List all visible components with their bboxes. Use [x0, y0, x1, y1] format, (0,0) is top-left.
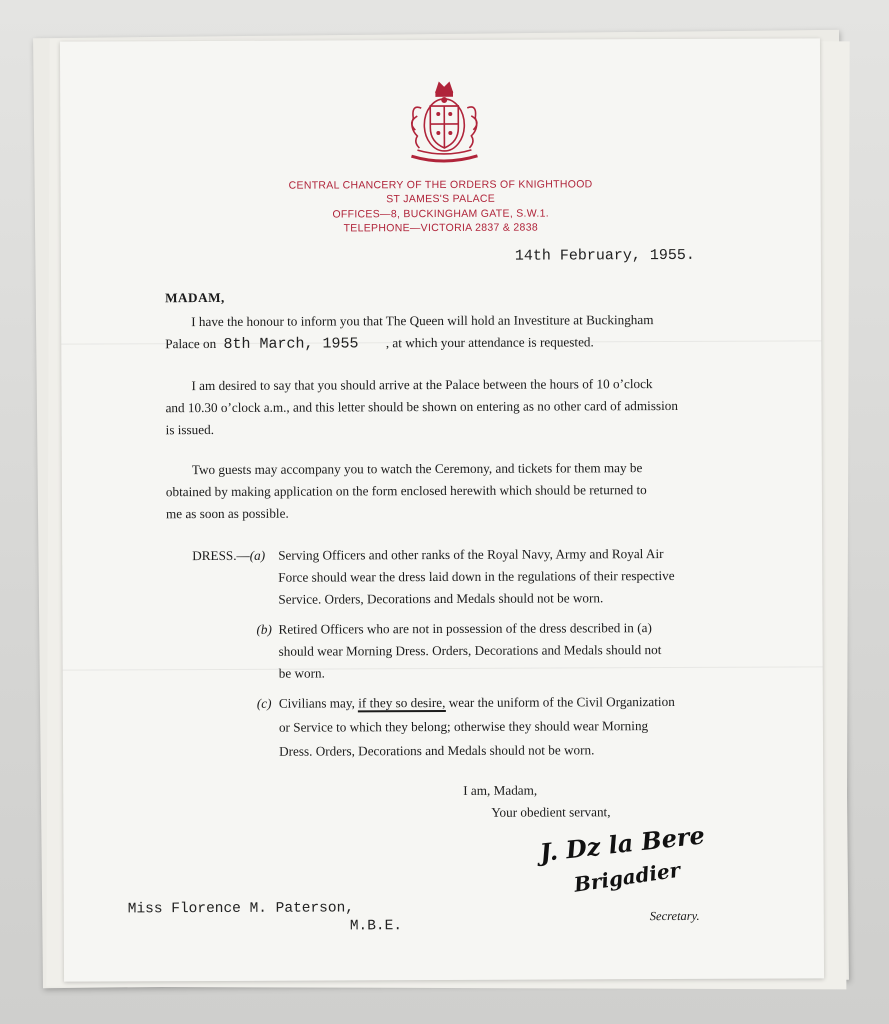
dress-b-label: (b): [256, 621, 272, 637]
dress-c-line2: or Service to which they belong; otherwise they should wear Morning: [278, 718, 649, 735]
dress-c-line3: Dress. Orders, Decorations and Medals should not be worn.: [279, 742, 595, 759]
dress-c-label: (c): [256, 695, 272, 711]
dress-a-label: (a): [249, 547, 266, 563]
para2-line1: I am desired to say that you should arrive at the Palace between the hours of 10 o’clock: [191, 376, 653, 394]
letterhead-telephone: TELEPHONE—VICTORIA 2837 & 2838: [343, 221, 538, 235]
dress-b-line2: should wear Morning Dress. Orders, Decorations and Medals should not: [278, 642, 662, 659]
para2-line2: and 10.30 o’clock a.m., and this letter should be shown on entering as no other card of admission: [165, 397, 678, 416]
royal-crest-icon: [403, 78, 485, 168]
signature-rank: Brigadier: [572, 857, 682, 897]
secretary-title: Secretary.: [649, 908, 700, 924]
fold-line: [63, 666, 823, 670]
para3-line3: me as soon as possible.: [165, 505, 289, 522]
para2-line3: is issued.: [165, 421, 215, 438]
dress-heading: [192, 545, 265, 567]
para1-line1: I have the honour to inform you that The Queen will hold an Investiture at Buckingham: [191, 312, 654, 330]
para1-suffix: , at which your attendance is requested.: [385, 334, 594, 351]
dress-b-line3: be worn.: [278, 665, 325, 681]
letterhead-palace: ST JAMES'S PALACE: [386, 192, 496, 206]
dress-c-suffix: wear the uniform of the Civil Organization: [448, 693, 675, 710]
letter-page: [60, 38, 824, 981]
salutation: MADAM,: [165, 289, 225, 306]
para1-line2: [165, 331, 594, 356]
dress-a-line1: Serving Officers and other ranks of the Royal Navy, Army and Royal Air: [278, 546, 664, 563]
dress-a-line2: Force should wear the dress laid down in the regulations of their respective: [278, 567, 675, 585]
dress-c-line1: [279, 691, 675, 715]
para1-prefix: Palace on: [165, 335, 217, 352]
investiture-date: 8th March, 1955: [223, 335, 359, 353]
addressee-honour: M.B.E.: [349, 918, 403, 935]
closing-line2: Your obedient servant,: [491, 804, 611, 820]
dress-label: DRESS.—: [192, 547, 250, 564]
dress-b-line1: Retired Officers who are not in possession of the dress described in (a): [278, 620, 652, 637]
signature-name: J. Dz la Bere: [538, 820, 707, 868]
letterhead-org: CENTRAL CHANCERY OF THE ORDERS OF KNIGHTHOOD: [288, 178, 593, 192]
para3-line1: Two guests may accompany you to watch the Ceremony, and tickets for them may be: [191, 460, 643, 478]
para3-line2: obtained by making application on the form enclosed herewith which should be returned to: [165, 482, 647, 500]
dress-c-prefix: Civilians may,: [278, 695, 355, 711]
closing-line1: I am, Madam,: [463, 782, 538, 798]
letter-date: 14th February, 1955.: [514, 246, 695, 265]
dress-c-underlined: if they so desire,: [358, 694, 446, 711]
addressee-name: Miss Florence M. Paterson,: [127, 900, 355, 918]
dress-a-line3: Service. Orders, Decorations and Medals should not be worn.: [278, 590, 604, 607]
letterhead-offices: OFFICES—8, BUCKINGHAM GATE, S.W.1.: [332, 207, 549, 221]
